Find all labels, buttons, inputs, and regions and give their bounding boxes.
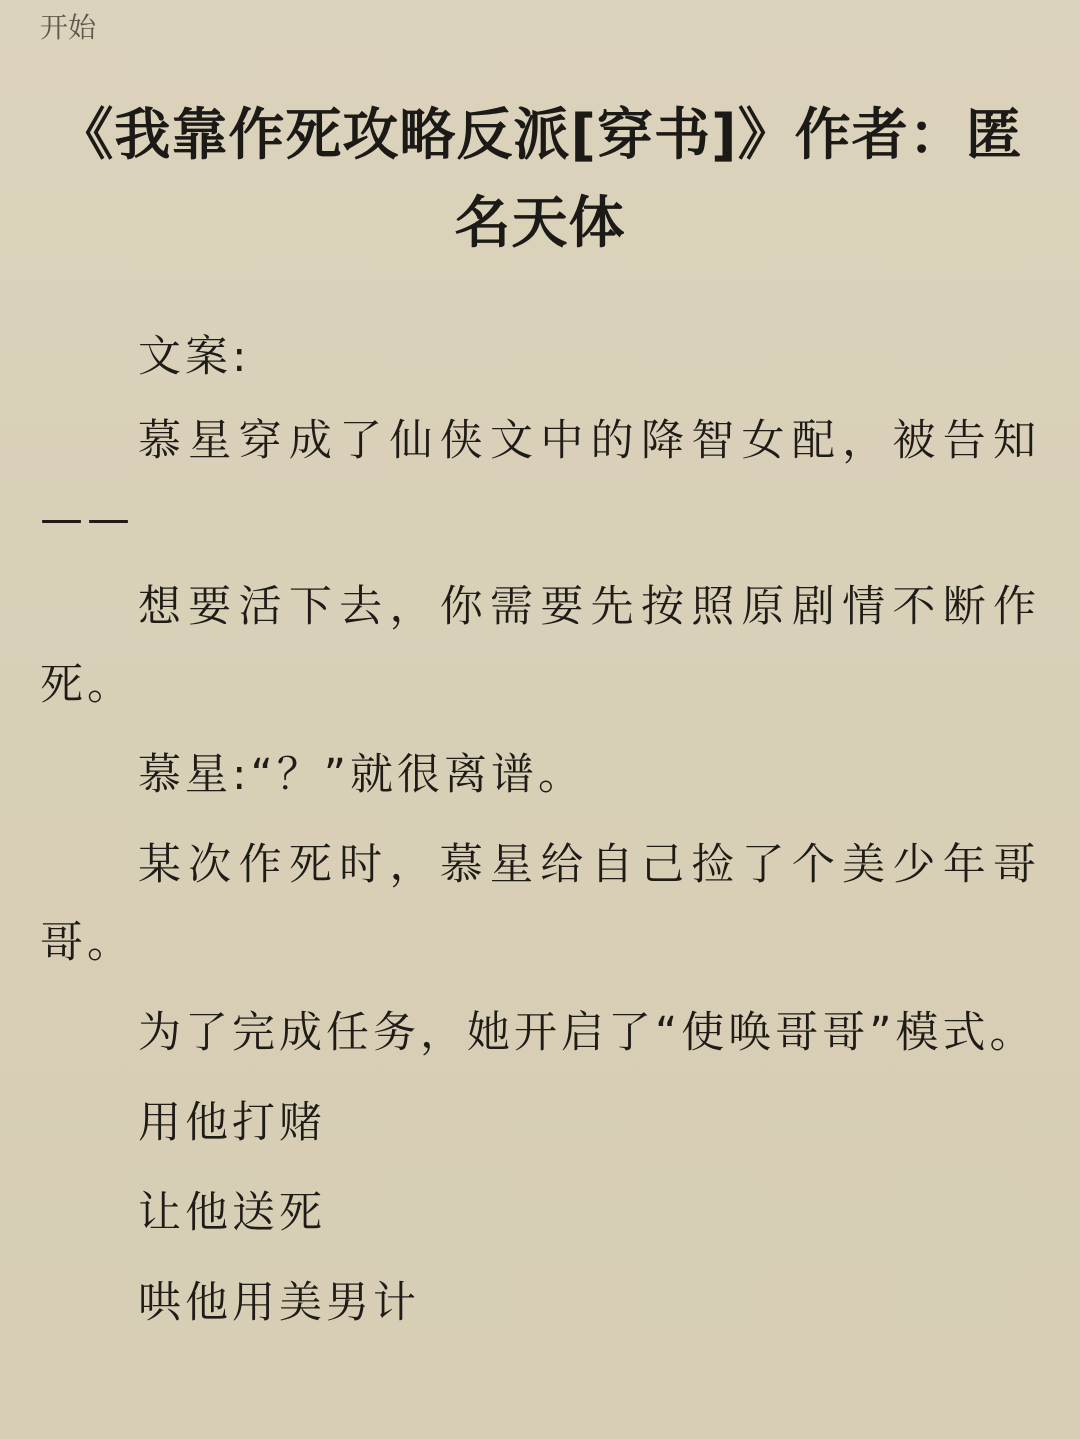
paragraph: 为了完成任务，她开启了“使唤哥哥”模式。 <box>138 1008 1037 1058</box>
reader-content <box>40 318 1040 1354</box>
paragraph: 哄他用美男计 <box>138 1278 420 1328</box>
paragraph: 用他打赌 <box>138 1098 326 1148</box>
paragraph: 慕星穿成了仙侠文中的降智女配，被告知—— <box>40 416 1040 544</box>
paragraph: 某次作死时，慕星给自己捡了个美少年哥哥。 <box>40 840 1040 968</box>
chapter-label: 开始 <box>40 11 97 44</box>
paragraph: 让他送死 <box>138 1188 326 1238</box>
paragraph-synopsis-label: 文案: <box>138 332 251 382</box>
book-title: 《我靠作死攻略反派[穿书]》作者：匿名天体 <box>57 103 1023 256</box>
paragraph: 慕星:“？”就很离谱。 <box>138 750 586 800</box>
paragraph: 想要活下去，你需要先按照原剧情不断作死。 <box>40 582 1040 710</box>
